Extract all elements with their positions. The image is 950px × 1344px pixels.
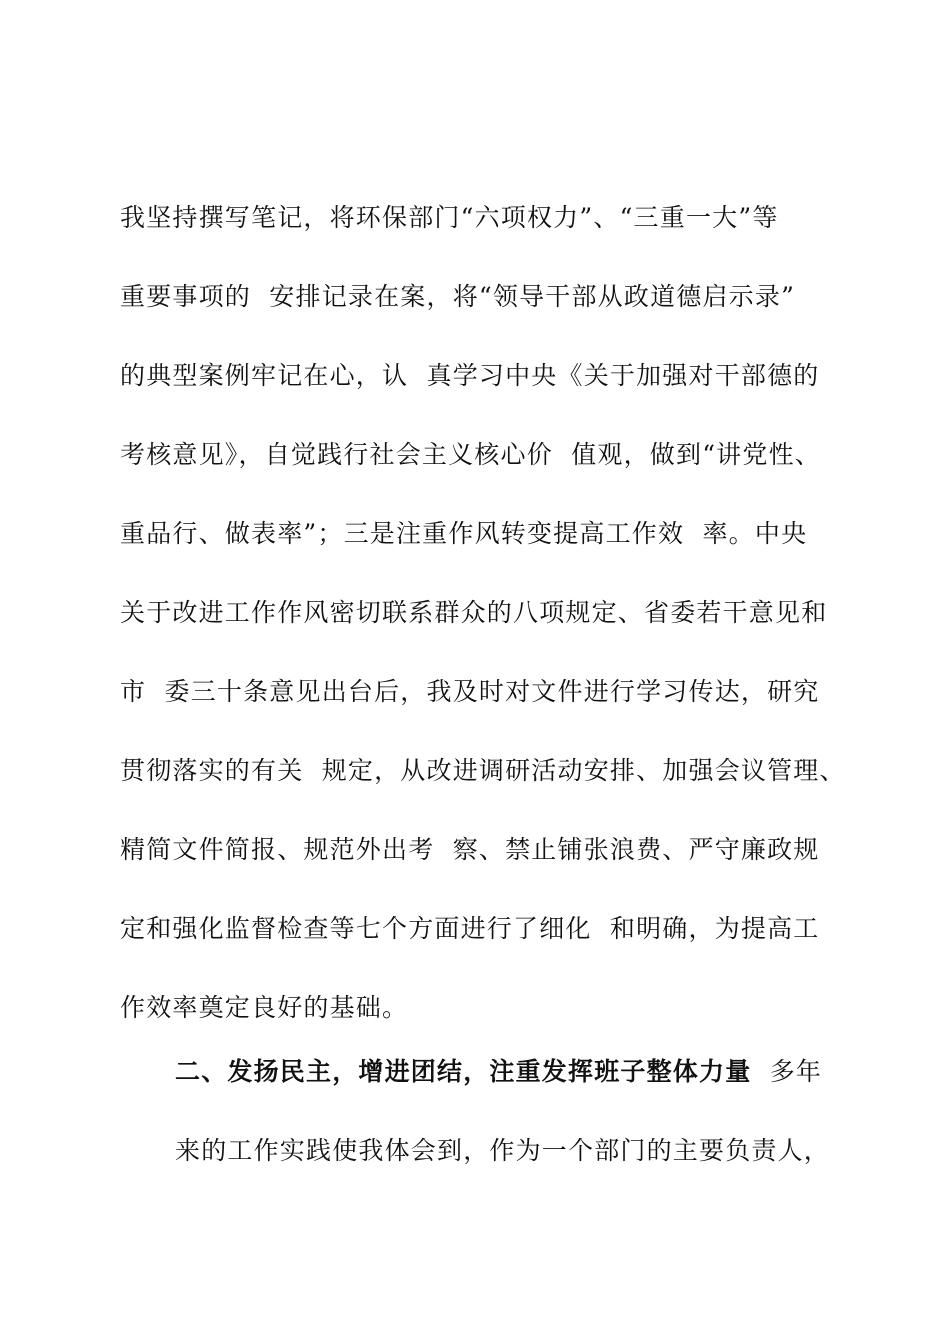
text-line-10: 定和强化监督检查等七个方面进行了细化 和明确，为提高工 xyxy=(120,914,820,943)
text-line-8: 贯彻落实的有关 规定，从改进调研活动安排、加强会议管理、 xyxy=(120,756,846,785)
text-line-2: 重要事项的 安排记录在案，将“领导干部从政道德启示录” xyxy=(120,282,796,311)
text-line-1: 我坚持撰写笔记，将环保部门“六项权力”、“三重一大”等 xyxy=(120,203,779,232)
section-heading: 二、发扬民主，增进团结，注重发挥班子整体力量 xyxy=(175,1057,752,1086)
text-line-3: 的典型案例牢记在心，认 真学习中央《关于加强对干部德的 xyxy=(120,361,820,390)
text-line-9: 精简文件简报、规范外出考 察、禁止铺张浪费、严守廉政规 xyxy=(120,835,820,864)
text-line-6: 关于改进工作作风密切联系群众的八项规定、省委若干意见和 xyxy=(120,598,828,627)
section-heading-tail: 多年 xyxy=(751,1057,823,1086)
text-line-12: 来的工作实践使我体会到，作为一个部门的主要负责人， xyxy=(175,1136,831,1165)
text-line-11: 作效率奠定良好的基础。 xyxy=(120,993,409,1022)
text-line-4: 考核意见》，自觉践行社会主义核心价 值观，做到“讲党性、 xyxy=(120,440,821,469)
text-line-7: 市 委三十条意见出台后，我及时对文件进行学习传达，研究 xyxy=(120,677,820,706)
section-heading-line xyxy=(175,1057,822,1087)
text-line-5: 重品行、做表率”；三是注重作风转变提高工作效 率。中央 xyxy=(120,519,808,548)
